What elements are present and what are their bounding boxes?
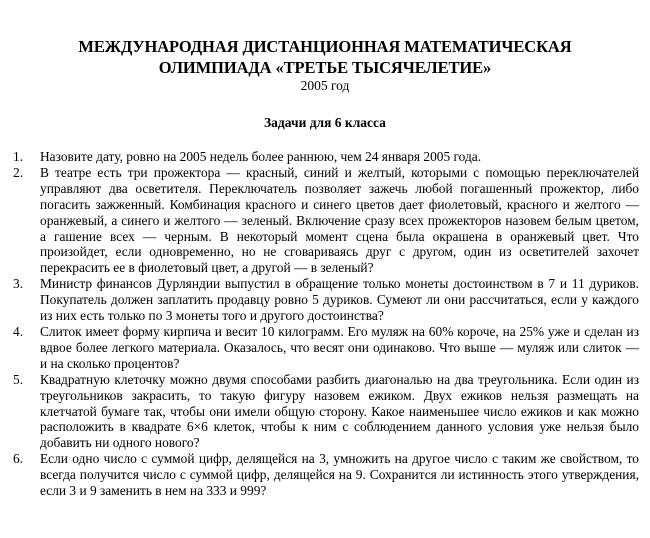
problem-item — [13, 276, 639, 324]
problem-number: 6. — [13, 451, 24, 467]
problem-list — [13, 149, 639, 499]
problem-number: 4. — [13, 323, 24, 339]
problem-number: 3. — [13, 276, 24, 292]
problem-text: Назовите дату, ровно на 2005 недель более раннюю, чем 24 января 2005 года. — [40, 149, 482, 164]
problem-item — [13, 372, 639, 452]
problem-item — [13, 149, 639, 165]
title-line-2: ОЛИМПИАДА «ТРЕТЬЕ ТЫСЯЧЕЛЕТИЕ» — [158, 58, 492, 77]
problem-text: Слиток имеет форму кирпича и весит 10 килограмм. Его муляж на 60% короче, на 25% уже и сделан из вдвое более легкого материала. Оказалось, что весят они одинаково. Что выше — муляж или слиток — и на сколько процентов? — [40, 323, 639, 371]
problem-text: Если одно число с суммой цифр, делящейся на 3, умножить на другое число с таким же свойством, то всегда получится число с суммой цифр, делящейся на 9. Сохранится ли истинность этого утверждения, если 3 и 9 заменить в нем на 333 и 999? — [40, 451, 639, 499]
section-subtitle: Задачи для 6 класса — [264, 115, 386, 130]
title-line-1: МЕЖДУНАРОДНАЯ ДИСТАНЦИОННАЯ МАТЕМАТИЧЕСКАЯ — [78, 37, 572, 56]
problem-text: В театре есть три прожектора — красный, синий и желтый, которыми с помощью переключателей управляют два осветителя. Переключатель позволяет зажечь любой погашенный прожектор, либо погасить зажженный. Комбинация красного и синего цветов дает фиолетовый, красного и желтого — оранжевый, а синего и желтого — зеленый. Включение сразу всех прожекторов назовем белым цветом, а гашение всех — черным. В некоторый момент сцена была окрашена в оранжевый цвет. Что произойдет, если одновременно, но не сговариваясь друг с другом, один из осветителей захочет перекрасить ее в фиолетовый цвет, а другой — в зеленый? — [40, 164, 639, 276]
problem-number: 5. — [13, 371, 24, 387]
problem-text: Квадратную клеточку можно двумя способами разбить диагональю на два треугольника. Если один из треугольников закрасить, то такую фигуру назовем ежиком. Двух ежиков нельзя размещать на клетчатой бумаге так, чтобы они имели общую сторону. Какое наименьшее число ежиков и как можно расположить в квадрате 6×6 клеток, чтобы к ним с соблюдением данного условия уже нельзя было добавить ни одного нового? — [40, 371, 639, 451]
year-label: 2005 год — [300, 78, 350, 93]
problem-text: Министр финансов Дурляндии выпустил в обращение только монеты достоинством в 7 и 11 дуриков. Покупатель должен заплатить продавцу ровно 5 дуриков. Сумеют ли они рассчитаться, если у каждого из них есть только по 3 монеты того и другого достоинства? — [40, 276, 639, 324]
problem-number: 2. — [13, 164, 24, 180]
problem-item — [13, 451, 639, 499]
problem-item — [13, 324, 639, 372]
problem-item — [13, 165, 639, 276]
problem-number: 1. — [13, 149, 24, 164]
